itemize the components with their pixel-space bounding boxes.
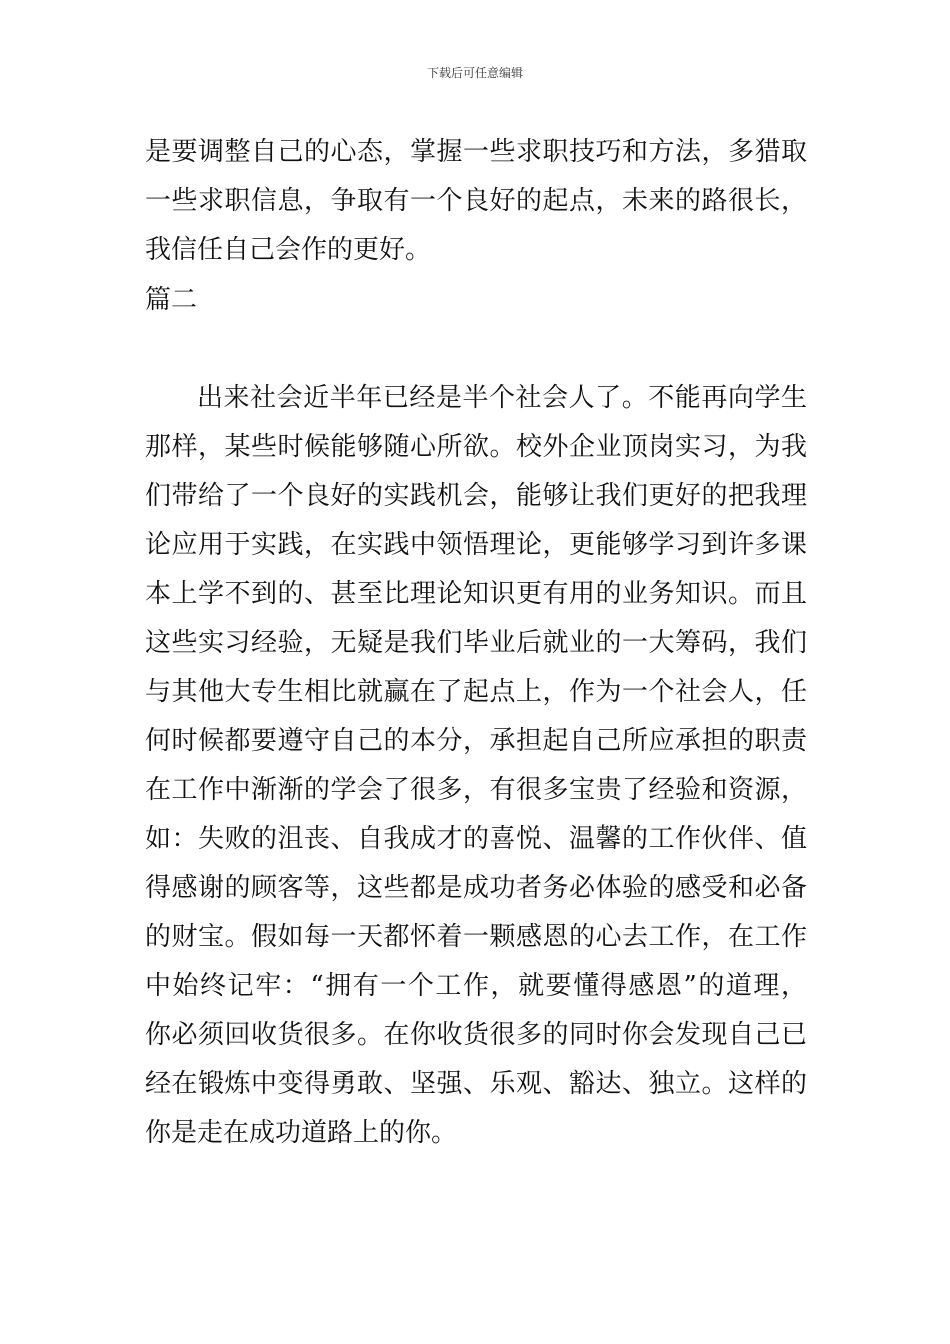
intro-paragraph <box>145 128 807 275</box>
text-line: 在工作中渐渐的学会了很多，有很多宝贵了经验和资源， <box>145 775 807 805</box>
text-line: 那样，某些时候能够随心所欲。校外企业顶岗实习，为我 <box>145 432 807 462</box>
text-line: 与其他大专生相比就赢在了起点上，作为一个社会人，任 <box>145 677 807 707</box>
main-paragraph <box>145 374 807 1158</box>
section-title: 篇二 <box>145 285 198 315</box>
text-line: 如：失败的沮丧、自我成才的喜悦、温馨的工作伙伴、值 <box>145 824 807 854</box>
text-line: 一些求职信息，争取有一个良好的起点，未来的路很长， <box>145 186 807 216</box>
text-line: 我信任自己会作的更好。 <box>145 235 432 265</box>
text-line: 这些实习经验，无疑是我们毕业后就业的一大筹码，我们 <box>145 628 807 658</box>
text-line: 何时候都要遵守自己的本分，承担起自己所应承担的职责 <box>145 726 807 756</box>
text-line: 经在锻炼中变得勇敢、坚强、乐观、豁达、独立。这样的 <box>145 1069 807 1099</box>
text-line: 你是走在成功道路上的你。 <box>145 1118 458 1148</box>
text-line: 出来社会近半年已经是半个社会人了。不能再向学生 <box>197 383 807 413</box>
text-line: 本上学不到的、甚至比理论知识更有用的业务知识。而且 <box>145 579 807 609</box>
text-line: 中始终记牢：“拥有一个工作，就要懂得感恩”的道理， <box>145 971 807 1001</box>
text-line: 是要调整自己的心态，掌握一些求职技巧和方法，多猎取 <box>145 137 807 167</box>
page-header: 下载后可任意编辑 <box>426 66 523 80</box>
text-line: 的财宝。假如每一天都怀着一颗感恩的心去工作，在工作 <box>145 922 807 952</box>
text-line: 们带给了一个良好的实践机会，能够让我们更好的把我理 <box>145 481 807 511</box>
text-line: 论应用于实践，在实践中领悟理论，更能够学习到许多课 <box>145 530 807 560</box>
text-line: 你必须回收货很多。在你收货很多的同时你会发现自己已 <box>145 1020 807 1050</box>
text-line: 得感谢的顾客等，这些都是成功者务必体验的感受和必备 <box>145 873 807 903</box>
